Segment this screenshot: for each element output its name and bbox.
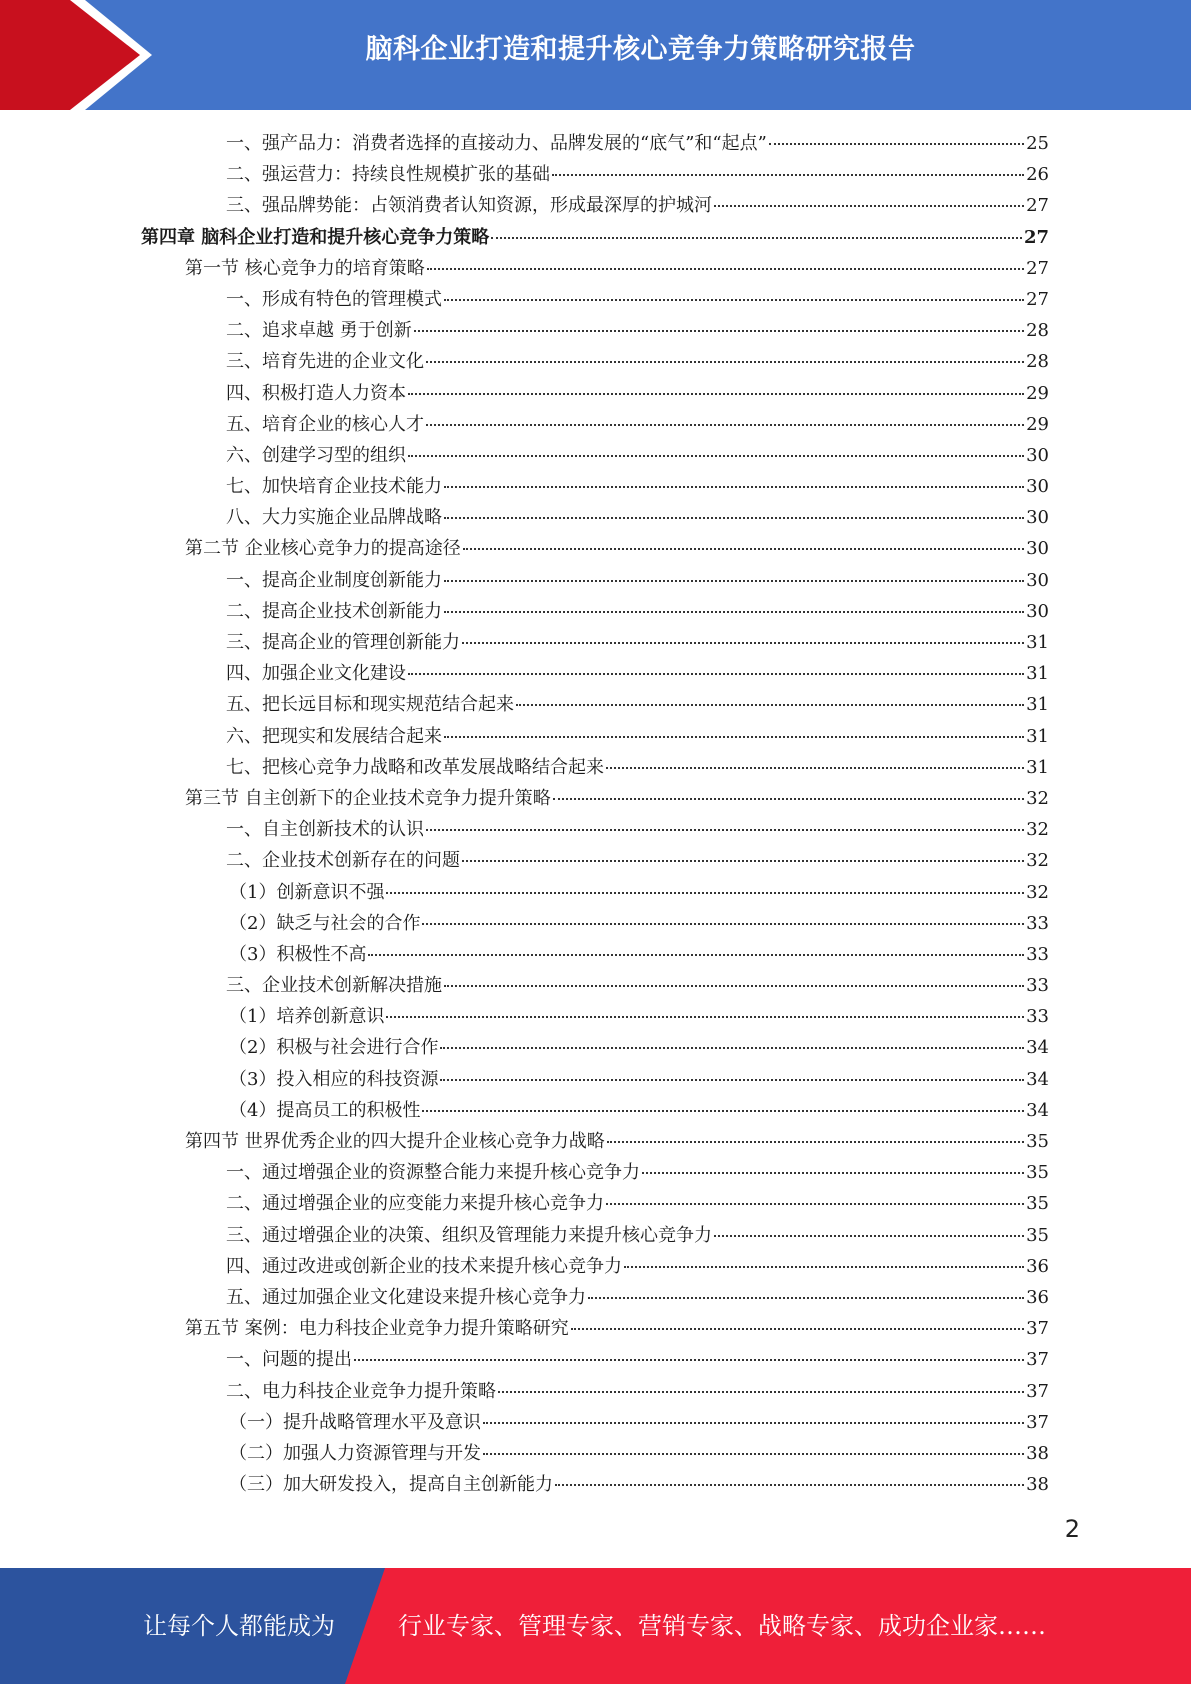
toc-entry-page: 32 [1026,819,1049,841]
page-header [0,0,1191,110]
toc-entry[interactable] [141,1033,1049,1064]
toc-entry-page: 31 [1026,756,1049,778]
toc-entry-page: 34 [1026,1037,1049,1059]
toc-entry-label: 第五节 案例：电力科技企业竞争力提升策略研究 [185,1318,569,1340]
toc-entry-label: （1）创新意识不强 [229,881,385,903]
toc-entry-page: 31 [1026,663,1049,685]
toc-entry-page: 30 [1026,538,1049,560]
toc-entry-label: （1）培养创新意识 [229,1006,385,1028]
toc-entry-page: 34 [1026,1068,1049,1090]
toc-entry-label: 五、培育企业的核心人才 [226,413,424,435]
toc-dot-leader [769,142,1024,145]
toc-entry-label: （4）提高员工的积极性 [229,1099,421,1121]
toc-entry[interactable] [141,659,1049,690]
toc-entry-label: （3）积极性不高 [229,943,367,965]
toc-entry-label: 六、把现实和发展结合起来 [226,725,442,747]
toc-entry-page: 35 [1026,1131,1049,1152]
toc-dot-leader [444,485,1024,488]
toc-entry-label: 七、加快培育企业技术能力 [226,476,442,498]
toc-entry-label: 第四节 世界优秀企业的四大提升企业核心竞争力战略 [185,1131,605,1152]
toc-dot-leader [571,1327,1024,1330]
toc-dot-leader [444,579,1024,582]
toc-dot-leader [606,1202,1024,1205]
toc-entry[interactable] [141,597,1049,628]
toc-dot-leader [483,1452,1024,1455]
toc-entry-page: 31 [1026,632,1049,653]
footer-slogan-right: 行业专家、管理专家、营销专家、战略专家、成功企业家…… [398,1612,1046,1640]
toc-entry[interactable] [141,1158,1049,1189]
toc-entry-label: （2）积极与社会进行合作 [229,1037,439,1059]
toc-entry-label: 八、大力实施企业品牌战略 [226,507,442,529]
toc-entry-label: 一、自主创新技术的认识 [226,819,424,841]
toc-entry-page: 30 [1026,507,1049,529]
toc-entry-page: 38 [1026,1474,1049,1496]
toc-entry-label: 二、提高企业技术创新能力 [226,600,442,622]
toc-entry-label: 一、通过增强企业的资源整合能力来提升核心竞争力 [226,1162,640,1184]
toc-entry-label: 一、形成有特色的管理模式 [226,288,442,310]
toc-entry-page: 28 [1026,320,1049,342]
toc-entry-page: 35 [1026,1193,1049,1215]
toc-entry-page: 32 [1026,787,1049,809]
toc-dot-leader [408,454,1024,457]
toc-entry-label: 二、追求卓越 勇于创新 [226,320,412,342]
toc-entry[interactable] [141,1002,1049,1033]
toc-entry-label: 七、把核心竞争力战略和改革发展战略结合起来 [226,756,604,778]
toc-dot-leader [426,828,1024,831]
toc-entry[interactable] [141,1408,1049,1439]
toc-entry[interactable] [141,1283,1049,1314]
toc-entry-page: 31 [1026,725,1049,747]
toc-entry-label: 五、通过加强企业文化建设来提升核心竞争力 [226,1286,586,1308]
toc-entry[interactable] [141,347,1049,378]
toc-entry[interactable] [141,815,1049,846]
toc-entry[interactable] [141,1252,1049,1283]
toc-entry-label: （三）加大研发投入，提高自主创新能力 [229,1474,553,1496]
toc-entry-page: 29 [1026,413,1049,435]
toc-entry[interactable] [141,316,1049,347]
toc-entry[interactable] [141,1189,1049,1220]
toc-entry-page: 30 [1026,600,1049,622]
toc-dot-leader [624,1265,1024,1268]
toc-dot-leader [422,1109,1024,1112]
toc-dot-leader [422,922,1024,925]
toc-chapter-entry[interactable] [141,223,1049,254]
toc-entry-page: 33 [1026,912,1049,934]
toc-dot-leader [386,1015,1024,1018]
toc-entry-page: 37 [1026,1380,1049,1402]
toc-dot-leader [553,797,1024,800]
toc-entry-label: 第一节 核心竞争力的培育策略 [185,257,425,279]
toc-entry[interactable] [141,1439,1049,1470]
toc-entry-page: 35 [1026,1162,1049,1184]
toc-entry-label: 六、创建学习型的组织 [226,444,406,466]
toc-section-entry[interactable] [141,1127,1049,1158]
toc-entry-label: 五、把长远目标和现实规范结合起来 [226,694,514,716]
toc-entry[interactable] [141,566,1049,597]
toc-dot-leader [408,672,1024,675]
toc-entry-label: 四、通过改进或创新企业的技术来提升核心竞争力 [226,1255,622,1277]
toc-entry-page: 27 [1026,195,1049,217]
toc-dot-leader [607,1140,1024,1143]
toc-dot-leader [555,1483,1024,1486]
toc-entry-label: （2）缺乏与社会的合作 [229,912,421,934]
toc-entry[interactable] [141,1221,1049,1252]
toc-section-entry[interactable] [141,534,1049,565]
toc-entry-page: 37 [1026,1349,1049,1371]
toc-entry-page: 27 [1023,226,1049,248]
toc-dot-leader [606,766,1024,769]
toc-dot-leader [714,204,1024,207]
toc-entry-label: 一、问题的提出 [226,1349,352,1371]
toc-dot-leader [354,1358,1024,1361]
toc-entry-page: 30 [1026,476,1049,498]
page-number: 2 [1064,1515,1080,1543]
toc-entry-page: 36 [1026,1255,1049,1277]
toc-entry-page: 27 [1026,288,1049,310]
toc-dot-leader [498,1390,1024,1393]
toc-entry-page: 28 [1026,351,1049,373]
toc-dot-leader [462,859,1024,862]
toc-entry[interactable] [141,909,1049,940]
toc-section-entry[interactable] [141,784,1049,815]
toc-entry-label: 一、提高企业制度创新能力 [226,569,442,591]
toc-entry[interactable] [141,441,1049,472]
toc-dot-leader [440,1078,1024,1081]
toc-dot-leader [552,173,1024,176]
toc-entry-label: （一）提升战略管理水平及意识 [229,1411,481,1433]
toc-dot-leader [588,1296,1024,1299]
toc-entry[interactable] [141,1470,1049,1501]
toc-dot-leader [491,236,1022,239]
toc-dot-leader [444,298,1024,301]
footer-slogan-left: 让每个人都能成为 [143,1612,335,1640]
toc-dot-leader [444,516,1024,519]
header-chevron-red [0,0,140,110]
toc-entry-label: 第三节 自主创新下的企业技术竞争力提升策略 [185,787,551,809]
toc-entry[interactable] [141,940,1049,971]
toc-entry-page: 37 [1026,1318,1049,1340]
toc-entry[interactable] [141,410,1049,441]
toc-entry-label: 二、电力科技企业竞争力提升策略 [226,1380,496,1402]
toc-entry-page: 32 [1026,881,1049,903]
toc-entry-page: 36 [1026,1286,1049,1308]
toc-dot-leader [642,1171,1024,1174]
toc-entry-label: 第四章 脑科企业打造和提升核心竞争力策略 [141,226,490,248]
toc-entry[interactable] [141,472,1049,503]
toc-entry-page: 35 [1026,1224,1049,1246]
toc-dot-leader [440,1046,1024,1049]
toc-entry[interactable] [141,971,1049,1002]
toc-entry-page: 30 [1026,569,1049,591]
toc-entry[interactable] [141,846,1049,877]
toc-dot-leader [444,984,1024,987]
toc-entry[interactable] [141,379,1049,410]
toc-entry-label: 二、企业技术创新存在的问题 [226,850,460,872]
toc-dot-leader [408,392,1024,395]
toc-entry[interactable] [141,878,1049,909]
toc-entry[interactable] [141,1377,1049,1408]
toc-dot-leader [444,610,1024,613]
toc-dot-leader [444,735,1024,738]
toc-entry[interactable] [141,1345,1049,1376]
toc-entry-page: 26 [1026,164,1049,186]
toc-entry-page: 38 [1026,1442,1049,1464]
toc-entry[interactable] [141,628,1049,659]
toc-entry[interactable] [141,722,1049,753]
toc-entry-label: （3）投入相应的科技资源 [229,1068,439,1090]
table-of-contents [141,129,1049,1501]
page-footer [0,1568,1191,1684]
toc-entry-label: 三、企业技术创新解决措施 [226,975,442,997]
toc-entry-page: 37 [1026,1411,1049,1433]
toc-entry-label: 二、通过增强企业的应变能力来提升核心竞争力 [226,1193,604,1215]
toc-entry-page: 31 [1026,694,1049,716]
toc-entry[interactable] [141,690,1049,721]
toc-entry-page: 33 [1026,1006,1049,1028]
toc-entry-page: 32 [1026,850,1049,872]
toc-dot-leader [386,891,1024,894]
toc-entry-label: 一、强产品力：消费者选择的直接动力、品牌发展的“底气”和“起点” [226,133,767,154]
toc-entry-label: 三、培育先进的企业文化 [226,351,424,373]
toc-entry[interactable] [141,285,1049,316]
toc-dot-leader [414,329,1024,332]
toc-dot-leader [714,1234,1024,1237]
toc-dot-leader [427,267,1024,270]
toc-entry-page: 33 [1026,975,1049,997]
toc-entry-label: （二）加强人力资源管理与开发 [229,1442,481,1464]
toc-entry-page: 33 [1026,943,1049,965]
toc-entry-page: 34 [1026,1099,1049,1121]
toc-dot-leader [483,1421,1024,1424]
toc-section-entry[interactable] [141,254,1049,285]
toc-section-entry[interactable] [141,1314,1049,1345]
toc-entry-label: 三、强品牌势能：占领消费者认知资源，形成最深厚的护城河 [226,195,712,217]
toc-entry-label: 二、强运营力：持续良性规模扩张的基础 [226,164,550,186]
toc-entry[interactable] [141,1065,1049,1096]
toc-entry[interactable] [141,753,1049,784]
toc-entry-page: 25 [1026,133,1049,154]
toc-entry-label: 三、提高企业的管理创新能力 [226,632,460,653]
toc-dot-leader [426,423,1024,426]
toc-dot-leader [463,547,1024,550]
toc-entry[interactable] [141,191,1049,222]
toc-entry-label: 第二节 企业核心竞争力的提高途径 [185,538,461,560]
toc-entry-page: 30 [1026,444,1049,466]
toc-entry-page: 27 [1026,257,1049,279]
toc-entry[interactable] [141,1096,1049,1127]
toc-entry-page: 29 [1026,382,1049,404]
toc-entry[interactable] [141,129,1049,160]
toc-entry-label: 四、积极打造人力资本 [226,382,406,404]
toc-entry[interactable] [141,503,1049,534]
toc-dot-leader [462,641,1024,644]
toc-entry-label: 四、加强企业文化建设 [226,663,406,685]
toc-entry-label: 三、通过增强企业的决策、组织及管理能力来提升核心竞争力 [226,1224,712,1246]
toc-dot-leader [426,360,1024,363]
report-title: 脑科企业打造和提升核心竞争力策略研究报告 [365,34,916,65]
toc-entry[interactable] [141,160,1049,191]
toc-dot-leader [516,703,1024,706]
toc-dot-leader [368,953,1024,956]
